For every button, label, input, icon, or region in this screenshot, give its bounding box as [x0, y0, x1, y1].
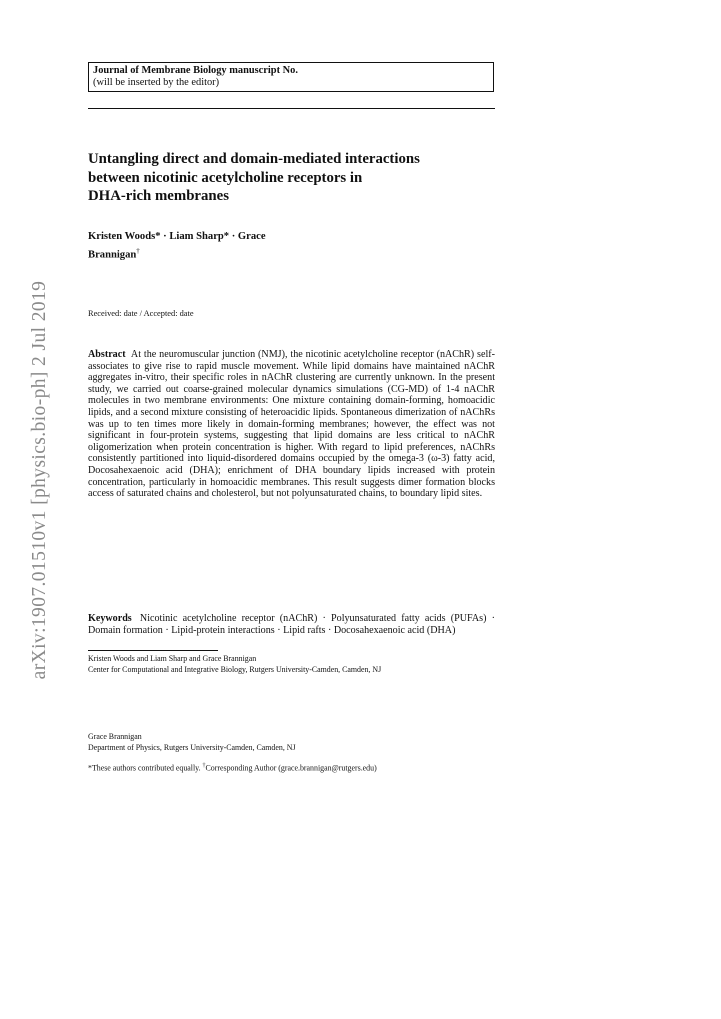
authors-line: Kristen Woods* · Liam Sharp* · Grace: [88, 231, 266, 242]
corresponding-mark: †: [136, 247, 140, 255]
author-list: [88, 230, 348, 263]
affiliation-names: Kristen Woods and Liam Sharp and Grace Brannigan: [88, 654, 257, 663]
affiliation-names: Grace Brannigan: [88, 732, 142, 741]
affiliation-institution: Department of Physics, Rutgers University-Camden, Camden, NJ: [88, 742, 296, 752]
equal-contribution-note: *These authors contributed equally.: [88, 763, 203, 773]
journal-editor-note: (will be inserted by the editor): [93, 77, 220, 88]
keywords-label: Keywords: [88, 613, 132, 624]
paper-title: [88, 150, 508, 206]
title-line: between nicotinic acetylcholine receptors in: [88, 169, 363, 186]
author-name: Brannigan: [88, 249, 137, 261]
keywords: [88, 613, 495, 636]
journal-header-box: [88, 62, 494, 92]
received-date: Received: date / Accepted: date: [88, 309, 194, 318]
keywords-text: Nicotinic acetylcholine receptor (nAChR) · Polyunsaturated fatty acids (PUFAs) · Domain formation · Lipid-protein interactions · Lipid rafts · Docosahexaenoic acid (DHA): [88, 613, 495, 636]
abstract: [88, 349, 495, 500]
corresponding-author-note: Corresponding Author (grace.brannigan@rutgers.edu): [205, 763, 377, 773]
title-line: Untangling direct and domain-mediated interactions: [88, 151, 420, 167]
authors-line: [88, 244, 348, 263]
title-line: DHA-rich membranes: [88, 188, 229, 205]
abstract-label: Abstract: [88, 349, 126, 360]
affiliation-1: [88, 654, 495, 675]
affiliation-institution: Center for Computational and Integrative Biology, Rutgers University-Camden, Camden, NJ: [88, 664, 382, 674]
abstract-text: At the neuromuscular junction (NMJ), the nicotinic acetylcholine receptor (nAChR) self-associates to give rise to rapid muscle movement. While lipid domains have maintained nAChR aggregates in-vitro, their specific roles in nAChR clustering are currently unknown. In the present study, we carried out coarse-grained molecular dynamics simulations (CG-MD) of 1-4 nAChR molecules in two membrane environments: One mixture containing domain-forming, homoacidic lipids, and a second mixture consisting of heteroacidic lipids. Spontaneous dimerization of nAChRs was up to ten times more likely in domain-forming membranes; however, the effect was not significant in four-protein systems, suggesting that lipid domains are less critical to nAChR oligomerization when protein concentration is higher. With regard to lipid preferences, nAChRs consistently partitioned into liquid-disordered domains occupied by the omega-3 (ω-3) fatty acid, Docosahexaenoic acid (DHA); enrichment of DHA boundary lipids increased with protein concentration, particularly in homoacidic membranes. This result suggests dimer formation blocks access of saturated chains and cholesterol, but not polyunsaturated chains, to boundary lipid sites.: [88, 349, 495, 500]
arxiv-identifier[interactable]: arXiv:1907.01510v1 [physics.bio-ph] 2 Jul 2019: [29, 280, 50, 680]
header-rule: [88, 108, 495, 109]
journal-title: Journal of Membrane Biology manuscript No.: [93, 65, 298, 76]
affiliation-2: [88, 732, 495, 753]
author-note: [88, 761, 508, 774]
dagger-mark: †: [202, 763, 206, 769]
footnote-rule: [88, 650, 218, 651]
